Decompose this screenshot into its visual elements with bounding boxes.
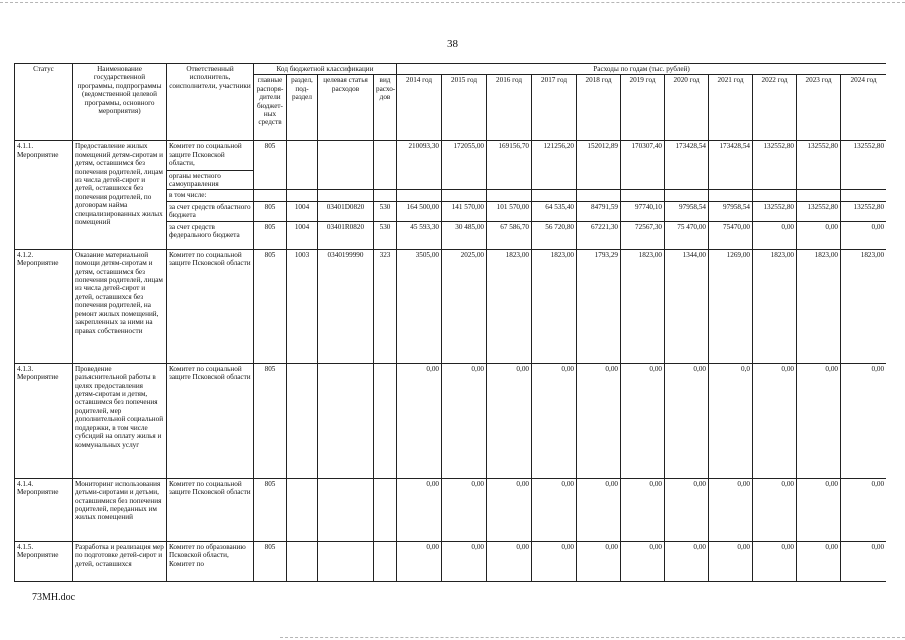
- scan-edge-bottom: [280, 637, 905, 638]
- cell-value: 0,00: [442, 363, 487, 478]
- cell-value: 173428,54: [709, 141, 753, 190]
- cell-rzpr: [287, 541, 318, 581]
- row-source-label: за счет средств областного бюджета: [167, 201, 254, 221]
- cell-value: 3505,00: [397, 249, 442, 363]
- cell-value: 97740,10: [621, 201, 665, 221]
- table-row: [15, 249, 887, 363]
- cell-value: 172055,00: [442, 141, 487, 190]
- row-name: Разработка и реализация мер по подготовке детей-сирот и детей, оставшихся: [73, 541, 167, 581]
- cell-value: 0,00: [797, 363, 841, 478]
- cell-value: 0,00: [442, 541, 487, 581]
- cell-value: 0,00: [797, 478, 841, 541]
- cell-value: 1823,00: [797, 249, 841, 363]
- header-year: 2023 год: [797, 75, 841, 141]
- row-code: 4.1.5.: [17, 542, 34, 551]
- cell-value: 0,00: [397, 541, 442, 581]
- table-row: [15, 541, 887, 581]
- cell-value: 1823,00: [621, 249, 665, 363]
- row-executor: Комитет по социальной защите Псковской области: [167, 363, 254, 478]
- cell-value: 75470,00: [709, 221, 753, 249]
- header-grbs: главные распоря-дители бюджет-ных средств: [254, 75, 287, 141]
- header-csr: целевая статья расходов: [318, 75, 374, 141]
- header-year: 2017 год: [532, 75, 577, 141]
- cell-csr: 03401D0820: [318, 201, 374, 221]
- cell-grbs: 805: [254, 363, 287, 478]
- cell-value: 0,00: [442, 478, 487, 541]
- cell-grbs: 805: [254, 478, 287, 541]
- header-vr: вид расхо-дов: [374, 75, 397, 141]
- header-year: 2020 год: [665, 75, 709, 141]
- row-code: 4.1.4.: [17, 479, 34, 488]
- cell-grbs: 805: [254, 201, 287, 221]
- table-row: [15, 363, 887, 478]
- cell-value: 56 720,80: [532, 221, 577, 249]
- cell-value: 0,00: [532, 541, 577, 581]
- row-status-cell: [15, 141, 73, 249]
- row-name: Проведение разъяснительной работы в целях предоставления детям-сиротам и детям, оставшимся без попечения родителей, мер дополнительной социальной поддержки, в том числе субсидий на оплату жилья и коммунальных услуг: [73, 363, 167, 478]
- cell-vr: [374, 541, 397, 581]
- cell-value: 97958,54: [709, 201, 753, 221]
- cell-value: 67 586,70: [487, 221, 532, 249]
- cell-vr: [374, 141, 397, 190]
- cell-value: 0,00: [487, 363, 532, 478]
- cell-vr: 530: [374, 221, 397, 249]
- row-status-cell: [15, 541, 73, 581]
- cell-value: 121256,20: [532, 141, 577, 190]
- row-status: Мероприятие: [17, 373, 59, 382]
- cell-grbs: 805: [254, 221, 287, 249]
- cell-rzpr: [287, 141, 318, 190]
- cell-rzpr: [287, 478, 318, 541]
- row-status: Мероприятие: [17, 150, 59, 159]
- header-budget-code: Код бюджетной классификации: [254, 64, 397, 75]
- cell-value: 0,00: [577, 363, 621, 478]
- cell-value: 0,00: [841, 363, 887, 478]
- cell-value: 132552,80: [797, 141, 841, 190]
- cell-csr: [318, 363, 374, 478]
- cell-value: 0,00: [841, 541, 887, 581]
- cell-value: 141 570,00: [442, 201, 487, 221]
- cell-value: 0,00: [797, 221, 841, 249]
- row-source-label: за счет средств федерального бюджета: [167, 221, 254, 249]
- cell-value: 97958,54: [665, 201, 709, 221]
- row-code: 4.1.2.: [17, 250, 34, 259]
- cell-grbs: 805: [254, 541, 287, 581]
- cell-value: 0,00: [532, 478, 577, 541]
- cell-rzpr: [287, 363, 318, 478]
- row-executor: Комитет по социальной защите Псковской области,: [169, 142, 242, 168]
- cell-value: 30 485,00: [442, 221, 487, 249]
- cell-value: 132552,80: [841, 141, 887, 190]
- cell-grbs: 805: [254, 141, 287, 190]
- cell-value: 0,00: [577, 478, 621, 541]
- cell-rzpr: 1003: [287, 249, 318, 363]
- cell-value: 75 470,00: [665, 221, 709, 249]
- cell-value: 132552,80: [797, 201, 841, 221]
- cell-value: 67221,30: [577, 221, 621, 249]
- header-year: 2021 год: [709, 75, 753, 141]
- row-name: Предоставление жилых помещений детям-сиротам и детям, оставшимся без попечения родителей, лицам из числа детей-сирот и детей, оставшихся без попечения родителей, по договорам найма специализированных жилых помещений: [73, 141, 167, 249]
- cell-value: 84791,59: [577, 201, 621, 221]
- header-name: Наименование государственной программы, подпрограммы (ведомственной целевой программы, основного мероприятия): [73, 64, 167, 141]
- cell-value: 0,00: [797, 541, 841, 581]
- table-row: [15, 478, 887, 541]
- cell-value: 132552,80: [841, 201, 887, 221]
- scan-edge-top: [0, 2, 905, 3]
- cell-vr: [374, 363, 397, 478]
- cell-value: 169156,70: [487, 141, 532, 190]
- row-status-cell: [15, 478, 73, 541]
- cell-value: 72567,30: [621, 221, 665, 249]
- cell-value: 0,00: [841, 478, 887, 541]
- cell-csr: 03401R0820: [318, 221, 374, 249]
- row-name: Оказание материальной помощи детям-сиротам и детям, оставшимся без попечения родителей, лицам из числа детей-сирот и детей, оставшихся без попечения родителей, на ремонт жилых помещений, закрепленных за ними на правах собственности: [73, 249, 167, 363]
- cell-vr: 530: [374, 201, 397, 221]
- cell-value: 173428,54: [665, 141, 709, 190]
- cell-value: 0,00: [665, 478, 709, 541]
- row-executor: Комитет по социальной защите Псковской области: [167, 249, 254, 363]
- cell-value: 0,00: [753, 541, 797, 581]
- cell-value: 132552,80: [753, 201, 797, 221]
- row-executor-local: органы местного самоуправления: [167, 170, 253, 189]
- row-incl-label: в том числе:: [167, 190, 254, 201]
- cell-value: 0,00: [487, 541, 532, 581]
- cell-value: 1823,00: [532, 249, 577, 363]
- cell-value: 164 500,00: [397, 201, 442, 221]
- cell-value: 0,00: [753, 363, 797, 478]
- cell-rzpr: 1004: [287, 221, 318, 249]
- cell-value: 101 570,00: [487, 201, 532, 221]
- cell-value: 1793,29: [577, 249, 621, 363]
- cell-value: 2025,00: [442, 249, 487, 363]
- row-status: Мероприятие: [17, 551, 59, 560]
- header-year: 2015 год: [442, 75, 487, 141]
- header-year: 2016 год: [487, 75, 532, 141]
- row-status: Мероприятие: [17, 259, 59, 268]
- cell-csr: 0340199990: [318, 249, 374, 363]
- cell-csr: [318, 141, 374, 190]
- cell-value: 0,00: [397, 363, 442, 478]
- cell-grbs: 805: [254, 249, 287, 363]
- cell-value: 0,00: [709, 541, 753, 581]
- header-status: Статус: [15, 64, 73, 141]
- budget-table: [14, 63, 886, 582]
- cell-value: 0,00: [841, 221, 887, 249]
- cell-value: 170307,40: [621, 141, 665, 190]
- header-year: 2024 год: [841, 75, 887, 141]
- header-executor: Ответственный исполнитель, соисполнители, участники: [167, 64, 254, 141]
- cell-value: 0,00: [621, 541, 665, 581]
- header-year: 2018 год: [577, 75, 621, 141]
- cell-value: 0,00: [753, 221, 797, 249]
- cell-value: 0,00: [487, 478, 532, 541]
- header-rzpr: раздел, под-раздел: [287, 75, 318, 141]
- cell-value: 0,00: [753, 478, 797, 541]
- cell-value: 210093,30: [397, 141, 442, 190]
- page-number: 38: [447, 38, 458, 50]
- cell-value: 1823,00: [487, 249, 532, 363]
- row-status-cell: [15, 363, 73, 478]
- row-status-cell: [15, 249, 73, 363]
- table-row: [15, 141, 887, 190]
- cell-vr: 323: [374, 249, 397, 363]
- cell-value: 0,00: [397, 478, 442, 541]
- cell-value: 0,00: [621, 478, 665, 541]
- cell-rzpr: 1004: [287, 201, 318, 221]
- cell-csr: [318, 478, 374, 541]
- cell-value: 0,00: [665, 363, 709, 478]
- cell-value: 152012,89: [577, 141, 621, 190]
- cell-csr: [318, 541, 374, 581]
- header-expenses: Расходы по годам (тыс. рублей): [397, 64, 887, 75]
- cell-value: 1823,00: [753, 249, 797, 363]
- row-code: 4.1.3.: [17, 364, 34, 373]
- row-code: 4.1.1.: [17, 142, 34, 151]
- cell-value: 0,00: [665, 541, 709, 581]
- header-year: 2019 год: [621, 75, 665, 141]
- cell-value: 132552,80: [753, 141, 797, 190]
- cell-value: 0,00: [532, 363, 577, 478]
- header-year: 2022 год: [753, 75, 797, 141]
- cell-value: 45 593,30: [397, 221, 442, 249]
- row-executor-cell: [167, 141, 254, 190]
- cell-vr: [374, 478, 397, 541]
- cell-value: 1344,00: [665, 249, 709, 363]
- row-executor: Комитет по социальной защите Псковской области: [167, 478, 254, 541]
- cell-value: 0,00: [709, 478, 753, 541]
- table-frame: [14, 63, 886, 585]
- header-year: 2014 год: [397, 75, 442, 141]
- row-name: Мониторинг использования детьми-сиротами и детьми, оставшимися без попечения родителей, переданных им жилых помещений: [73, 478, 167, 541]
- document-filename: 73MH.doc: [32, 592, 76, 603]
- row-status: Мероприятие: [17, 488, 59, 497]
- cell-value: 64 535,40: [532, 201, 577, 221]
- cell-value: 0,00: [577, 541, 621, 581]
- cell-value: 1823,00: [841, 249, 887, 363]
- cell-value: 0,00: [621, 363, 665, 478]
- row-executor: Комитет по образованию Псковской области, Комитет по: [167, 541, 254, 581]
- cell-value: 1269,00: [709, 249, 753, 363]
- cell-value: 0,0: [709, 363, 753, 478]
